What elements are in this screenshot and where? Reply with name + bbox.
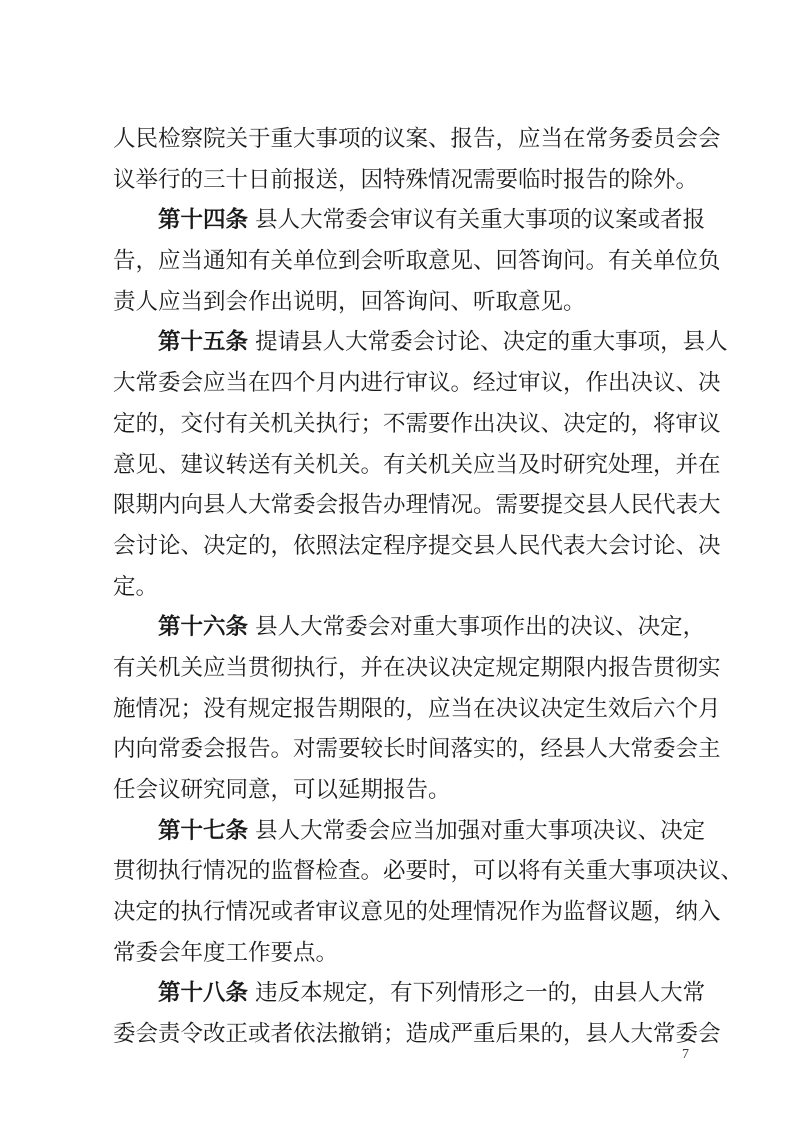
text-line [113,933,703,974]
article-heading: 第十七条 [158,817,249,844]
article-heading: 第十六条 [158,614,249,641]
line-text: 任会议研究同意，可以延期报告。 [113,777,451,803]
text-line [113,241,721,282]
line-text: 施情况；没有规定报告期限的，应当在决议决定生效后六个月 [113,695,721,722]
line-text: 决定的执行情况或者审议意见的处理情况作为监督议题，纳入 [113,899,721,926]
text-line [113,160,703,201]
line-text: 有关机关应当贯彻执行，并在决议决定规定期限内报告贯彻实 [113,654,721,681]
line-text: 定的，交付有关机关执行；不需要作出决议、决定的，将审议 [113,410,721,437]
text-line [113,119,721,160]
text-line [113,811,706,852]
line-text: 会讨论、决定的，依照法定程序提交县人民代表大会讨论、决 [113,532,721,559]
line-text: 违反本规定，有下列情形之一的，由县人大常 [248,980,706,1007]
line-text: 限期内向县人大常委会报告办理情况。需要提交县人民代表大 [113,492,721,519]
text-line [113,567,703,608]
text-line [113,851,744,892]
text-line [113,485,721,526]
text-line [113,648,721,689]
line-text: 县人大常委会对重大事项作出的决议、决定， [248,614,706,641]
line-text: 县人大常委会审议有关重大事项的议案或者报 [248,207,706,234]
text-line [113,1014,721,1055]
text-line [113,689,721,730]
article-heading: 第十四条 [158,207,249,234]
text-line [113,363,721,404]
line-text: 内向常委会报告。对需要较长时间落实的，经县人大常委会主 [113,736,721,763]
line-text: 县人大常委会应当加强对重大事项决议、决定 [248,817,706,844]
text-line [113,282,703,323]
text-line [113,729,721,770]
text-line [113,770,703,811]
line-text: 意见、建议转送有关机关。有关机关应当及时研究处理，并在 [113,451,721,478]
text-line [113,404,721,445]
line-text: 大常委会应当在四个月内进行审议。经过审议，作出决议、决 [113,370,721,397]
line-text: 议举行的三十日前报送，因特殊情况需要临时报告的除外。 [113,166,699,193]
text-line [113,607,706,648]
article-heading: 第十五条 [158,329,249,356]
text-line [113,973,706,1014]
line-text: 定。 [113,573,159,600]
line-text: 常委会年度工作要点。 [113,939,339,966]
text-line [113,892,721,933]
line-text: 贯彻执行情况的监督检查。必要时，可以将有关重大事项决议、 [113,858,744,885]
document-body [113,119,744,1055]
line-text: 委会责令改正或者依法撤销；造成严重后果的，县人大常委会 [113,1021,721,1048]
line-text: 提请县人大常委会讨论、决定的重大事项，县人 [248,329,728,356]
line-text: 告，应当通知有关单位到会听取意见、回答询问。有关单位负 [113,248,721,275]
line-text: 责人应当到会作出说明，回答询问、听取意见。 [113,288,586,315]
text-line [113,200,706,241]
text-line [113,445,721,486]
text-line [113,322,728,363]
text-line [113,526,721,567]
line-text: 人民检察院关于重大事项的议案、报告，应当在常务委员会会 [113,126,721,152]
page-number: 7 [682,1047,689,1062]
article-heading: 第十八条 [158,980,249,1007]
